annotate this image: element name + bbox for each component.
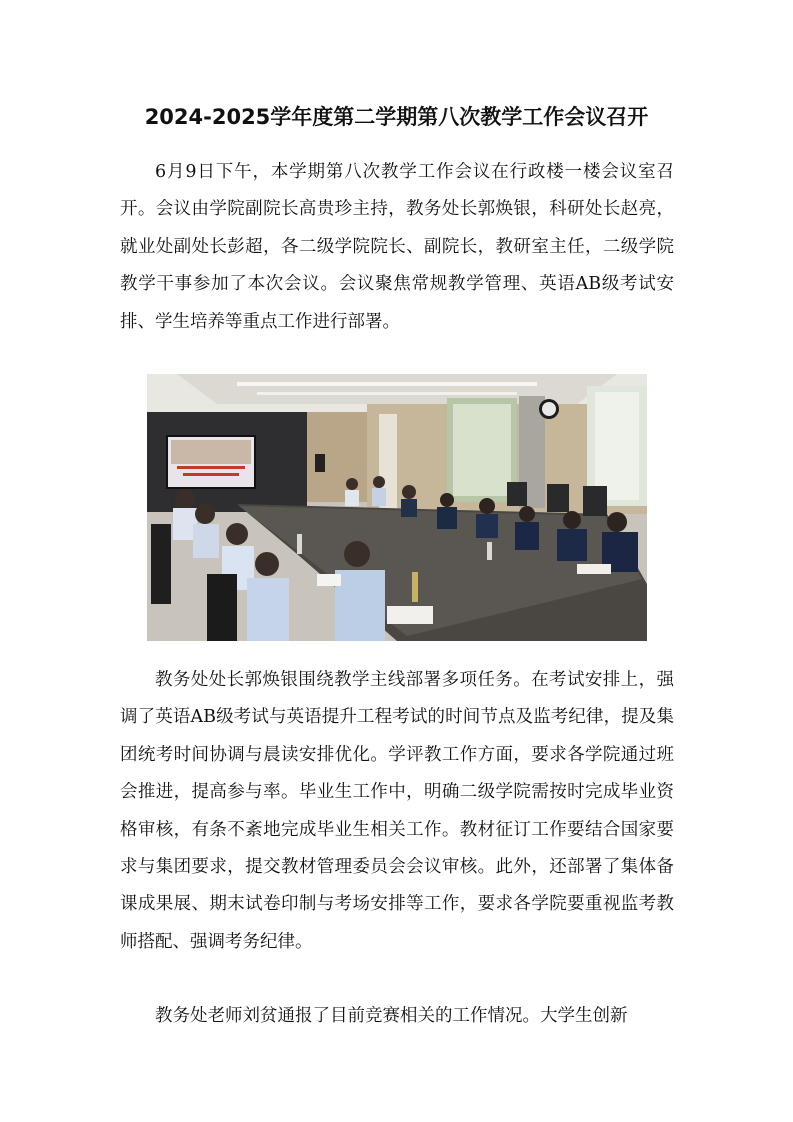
meeting-photo xyxy=(147,374,647,641)
paragraph-competition: 教务处老师刘贫通报了目前竞赛相关的工作情况。大学生创新 xyxy=(155,1006,628,1026)
article-title: 2024-2025学年度第二学期第八次教学工作会议召开 xyxy=(144,105,649,129)
paragraph-tasks: 教务处处长郭焕银围绕教学主线部署多项任务。在考试安排上，强调了英语AB级考试与英语提升工程考试的时间节点及监考纪律，提及集团统考时间协调与晨读安排优化。学评教工作方面，要求各学院通过班会推进，提高参与率。毕业生工作中，明确二级学院需按时完成毕业资格审核，有条不紊地完成毕业生相关工作。教材征订工作要结合国家要求与集团要求，提交教材管理委员会会议审核。此外，还部署了集体备课成果展、期末试卷印制与考场安排等工作，要求各学院要重视监考教师搭配、强调考务纪律。 xyxy=(120,670,674,952)
paragraph-intro: 6月9日下午，本学期第八次教学工作会议在行政楼一楼会议室召开。会议由学院副院长高贵珍主持，教务处长郭焕银，科研处长赵亮，就业处副处长彭超，各二级学院院长、副院长，教研室主任，二级学院教学干事参加了本次会议。会议聚焦常规教学管理、英语AB级考试安排、学生培养等重点工作进行部署。 xyxy=(120,162,674,332)
